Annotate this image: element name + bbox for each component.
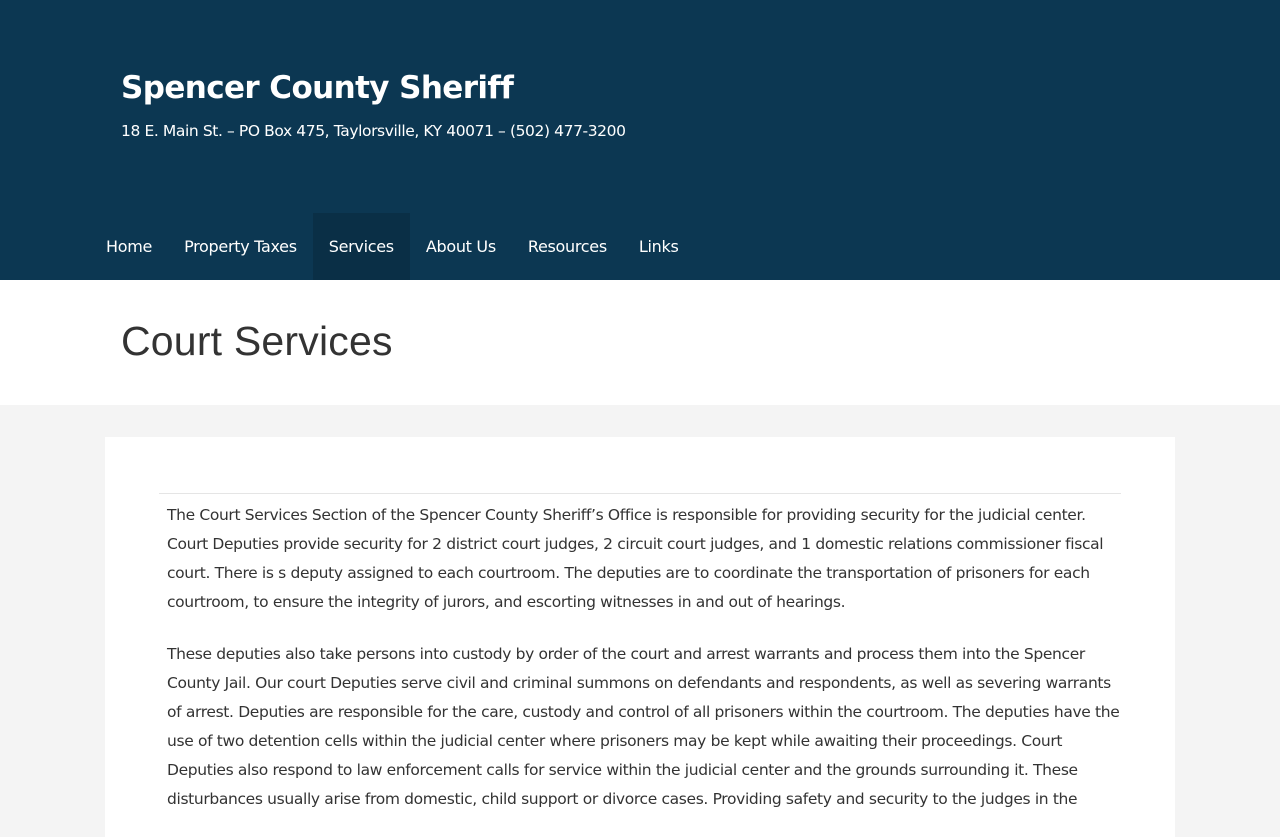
nav-item-resources[interactable]: Resources [527,237,607,256]
site-tagline: 18 E. Main St. – PO Box 475, Taylorsville, KY 40071 – (502) 477-3200 [121,122,626,140]
nav-item-links[interactable]: Links [638,237,679,256]
nav-item-property-taxes[interactable]: Property Taxes [184,237,297,256]
site-header [0,0,1280,280]
nav-item-home[interactable]: Home [106,237,153,256]
content-card [105,437,1175,837]
site-title[interactable]: Spencer County Sheriff [121,70,514,106]
page-title: Court Services [121,318,393,364]
nav-item-about-us[interactable]: About Us [425,237,496,256]
article-paragraph: The Court Services Section of the Spencer County Sheriff’s Office is responsible for providing security for the judicial center. Court Deputies provide security for 2 district court judges, 2 circuit court judges, and 1 domestic relations commissioner fiscal court. There is s deputy assigned to each courtroom. The deputies are to coordinate the transportation of prisoners for each courtroom, to ensure the integrity of jurors, and escorting witnesses in and out of hearings. [167,506,1104,611]
content-divider [159,493,1121,494]
main-nav [90,213,695,280]
article-paragraph: These deputies also take persons into custody by order of the court and arrest warrants and process them into the Spencer County Jail. Our court Deputies serve civil and criminal summons on defendants and respondents, as well as severing warrants of arrest. Deputies are responsible for the care, custody and control of all prisoners within the courtroom. The deputies have the use of two detention cells within the judicial center where prisoners may be kept while awaiting their proceedings. Court Deputies also respond to law enforcement calls for service within the judicial center and the grounds surrounding it. These disturbances usually arise from domestic, child support or divorce cases. Providing safety and security to the judges in the [167,645,1120,808]
article-body [167,501,1121,837]
nav-item-services[interactable]: Services [313,213,410,280]
